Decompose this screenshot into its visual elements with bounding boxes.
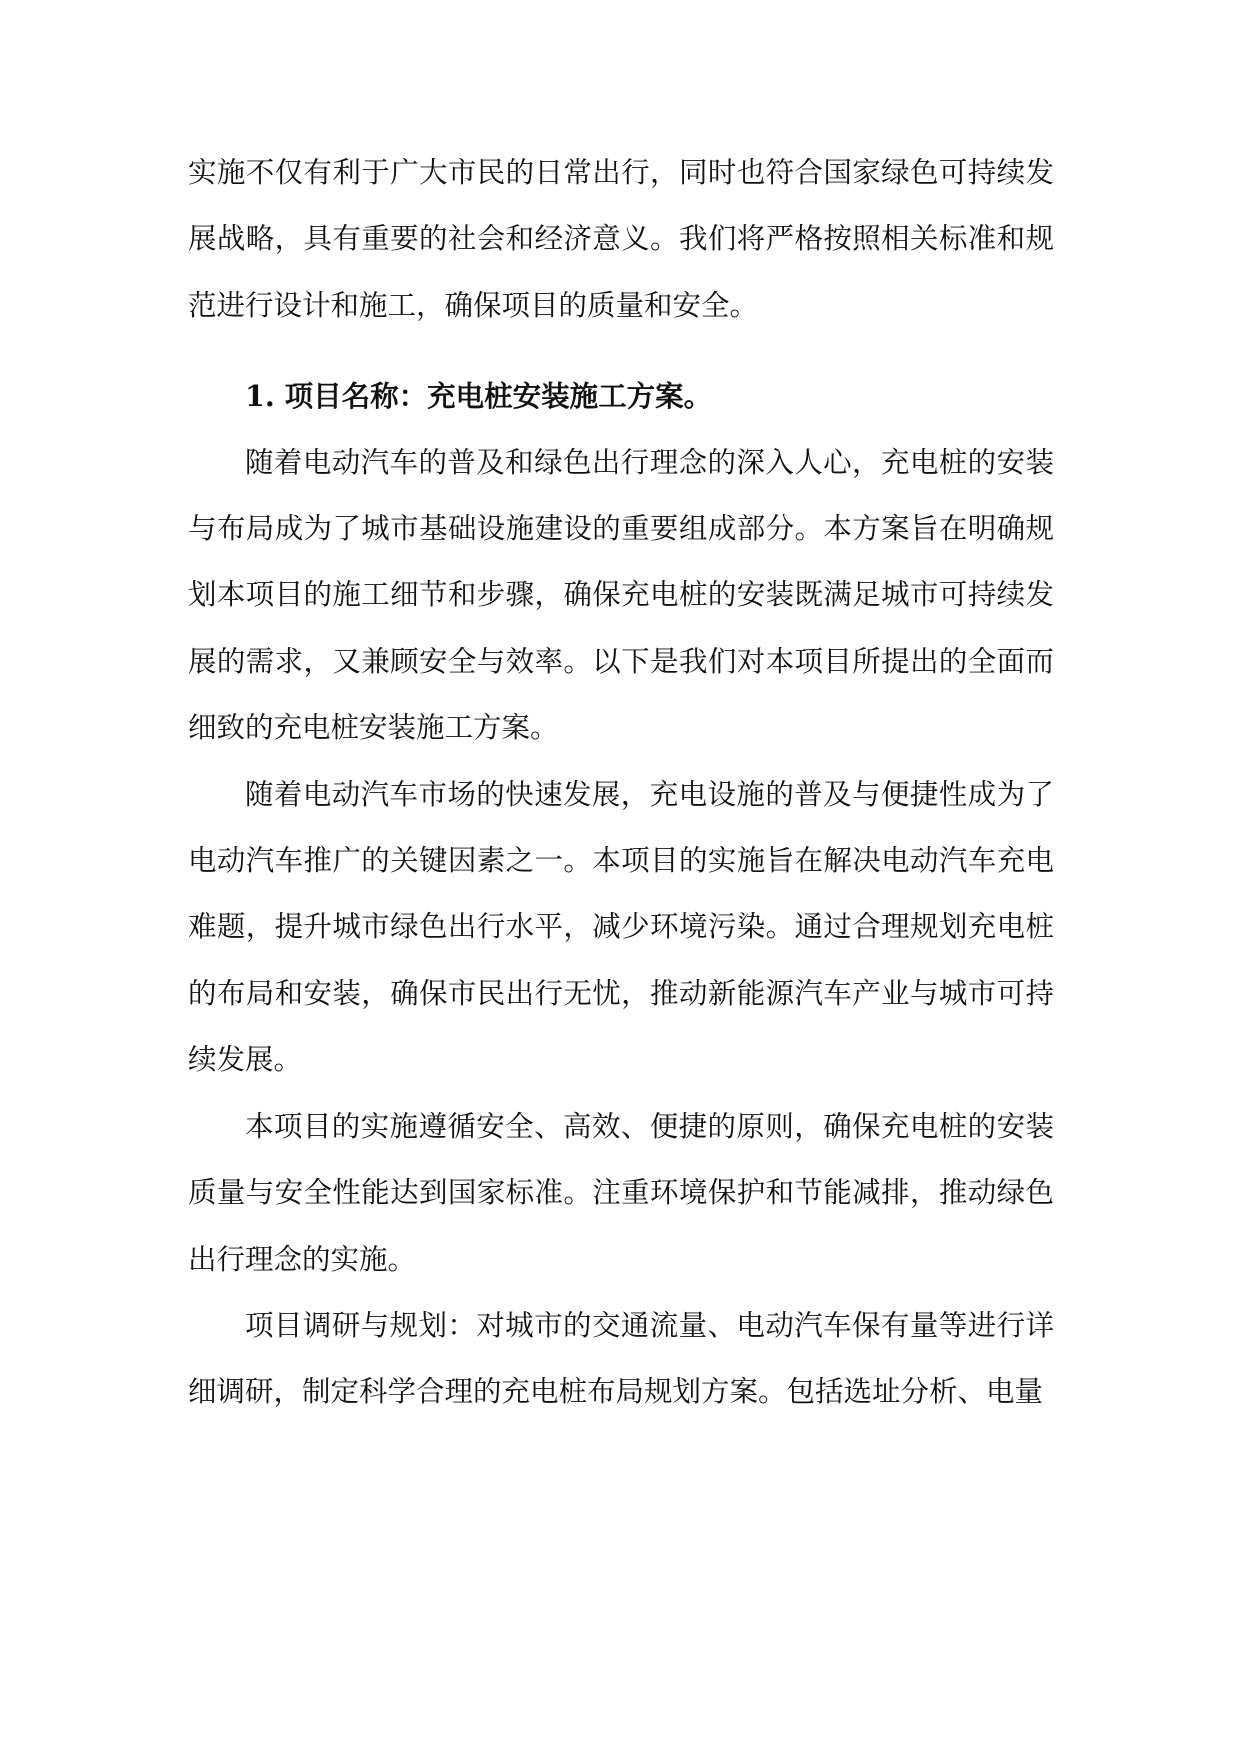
paragraph-continuation: 实施不仅有利于广大市民的日常出行，同时也符合国家绿色可持续发展战略，具有重要的社会和经济意义。我们将严格按照相关标准和规范进行设计和施工，确保项目的质量和安全。 <box>188 156 1054 322</box>
section-heading: 1. 项目名称：充电桩安装施工方案。 <box>245 379 713 414</box>
paragraph: 随着电动汽车市场的快速发展，充电设施的普及与便捷性成为了电动汽车推广的关键因素之一。本项目的实施旨在解决电动汽车充电难题，提升城市绿色出行水平，减少环境污染。通过合理规划充电桩的布局和安装，确保市民出行无忧，推动新能源汽车产业与城市可持续发展。 <box>188 777 1054 1077</box>
paragraph: 本项目的实施遵循安全、高效、便捷的原则，确保充电桩的安装质量与安全性能达到国家标准。注重环境保护和节能减排，推动绿色出行理念的实施。 <box>188 1109 1054 1276</box>
paragraph: 项目调研与规划：对城市的交通流量、电动汽车保有量等进行详细调研，制定科学合理的充电桩布局规划方案。包括选址分析、电量 <box>188 1308 1054 1409</box>
document-body <box>188 140 1054 1426</box>
paragraph: 随着电动汽车的普及和绿色出行理念的深入人心，充电桩的安装与布局成为了城市基础设施建设的重要组成部分。本方案旨在明确规划本项目的施工细节和步骤，确保充电桩的安装既满足城市可持续发展的需求，又兼顾安全与效率。以下是我们对本项目所提出的全面而细致的充电桩安装施工方案。 <box>188 445 1054 745</box>
